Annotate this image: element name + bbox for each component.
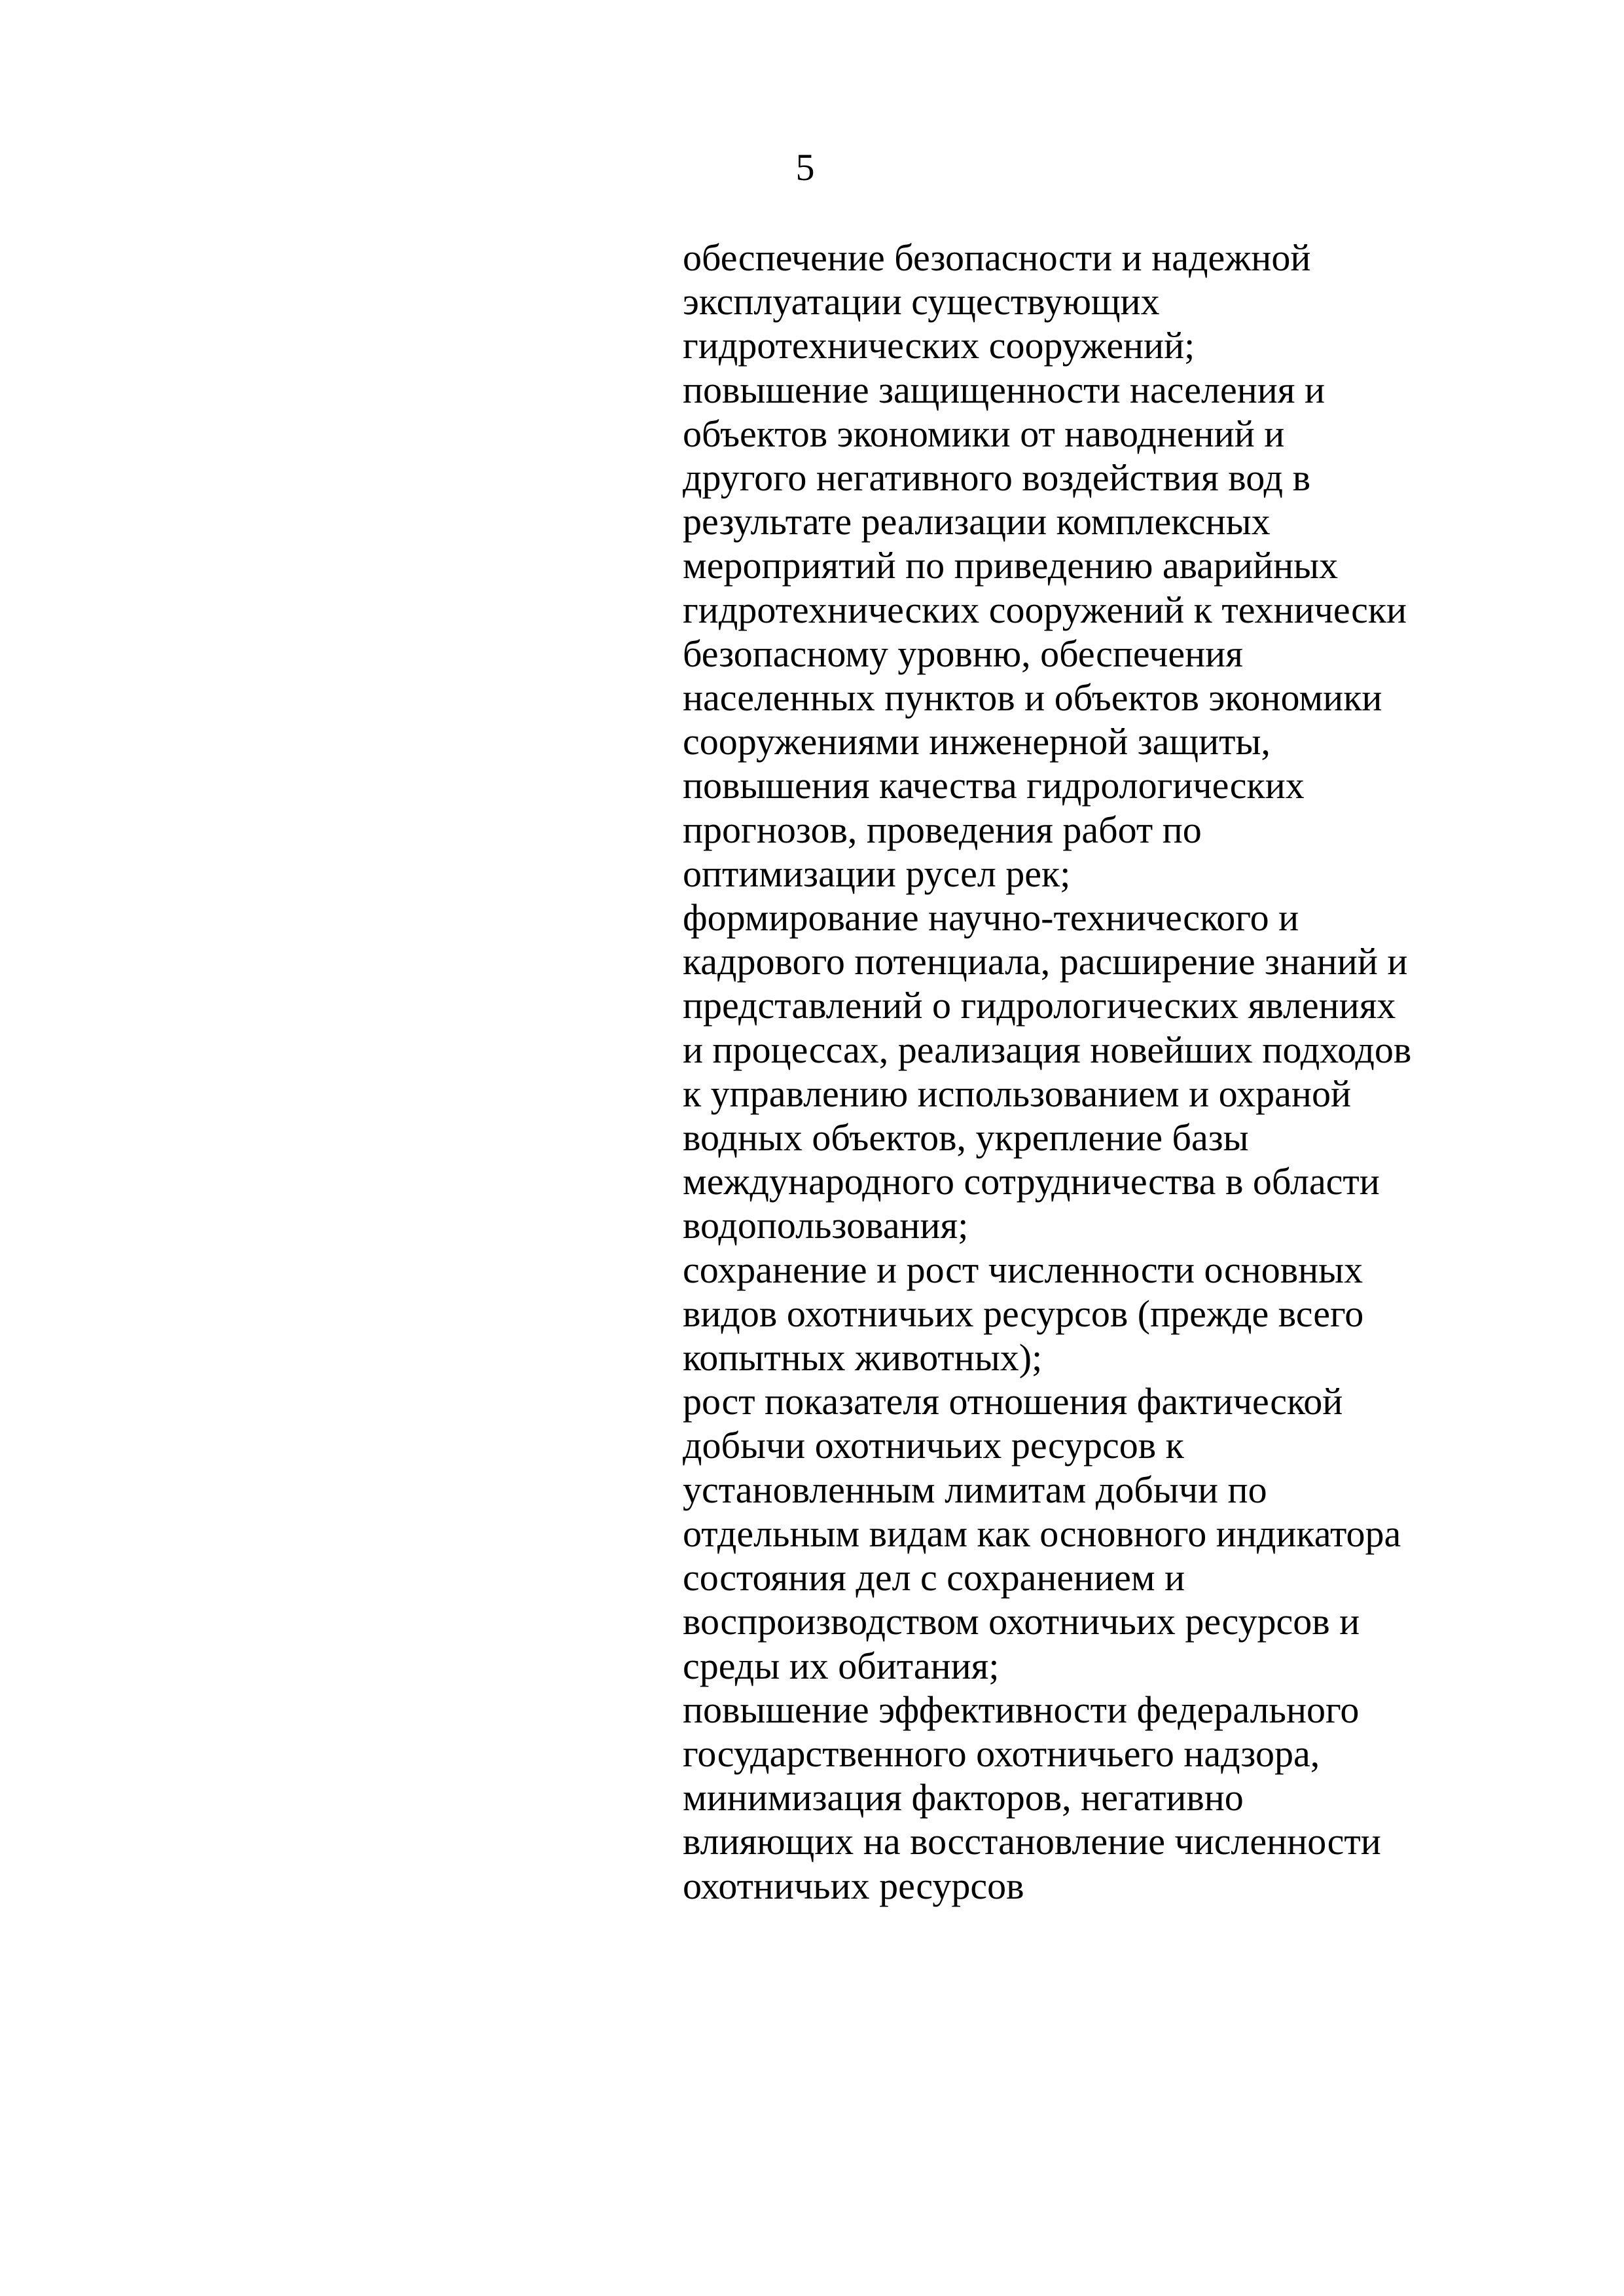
text-line: минимизация факторов, негативно — [683, 1776, 1244, 1819]
text-line: оптимизации русел рек; — [683, 852, 1071, 895]
text-line: мероприятий по приведению аварийных — [683, 544, 1339, 587]
paragraph — [683, 1688, 1534, 1908]
paragraph — [683, 1379, 1534, 1687]
text-line: видов охотничьих ресурсов (прежде всего — [683, 1292, 1364, 1335]
text-line: представлений о гидрологических явлениях — [683, 984, 1396, 1027]
text-line: формирование научно-технического и — [683, 896, 1299, 939]
text-line: повышение защищенности населения и — [683, 368, 1325, 411]
paragraph — [683, 236, 1534, 368]
text-line: результате реализации комплексных — [683, 500, 1271, 543]
text-line: водных объектов, укрепление базы — [683, 1116, 1249, 1159]
text-line: к управлению использованием и охраной — [683, 1072, 1352, 1115]
text-line: состояния дел с сохранением и — [683, 1556, 1185, 1599]
text-line: охотничьих ресурсов — [683, 1864, 1024, 1907]
text-line: копытных животных); — [683, 1336, 1043, 1379]
text-line: воспроизводством охотничьих ресурсов и — [683, 1600, 1360, 1643]
text-line: гидротехнических сооружений; — [683, 324, 1195, 367]
text-line: обеспечение безопасности и надежной — [683, 236, 1311, 279]
text-line: отдельным видам как основного индикатора — [683, 1512, 1401, 1555]
page-number: 5 — [795, 146, 815, 189]
text-line: и процессах, реализация новейших подходов — [683, 1028, 1412, 1071]
text-line: добычи охотничьих ресурсов к — [683, 1424, 1184, 1467]
text-line: объектов экономики от наводнений и — [683, 412, 1285, 455]
text-line: гидротехнических сооружений к технически — [683, 588, 1407, 631]
text-line: международного сотрудничества в области — [683, 1160, 1380, 1203]
text-line: среды их обитания; — [683, 1644, 1000, 1687]
text-line: водопользования; — [683, 1204, 969, 1247]
text-line: повышения качества гидрологических — [683, 764, 1305, 807]
text-line: кадрового потенциала, расширение знаний и — [683, 940, 1408, 983]
text-line: повышение эффективности федерального — [683, 1688, 1360, 1731]
text-line: эксплуатации существующих — [683, 280, 1160, 323]
text-line: другого негативного воздействия вод в — [683, 456, 1310, 500]
text-line: установленным лимитам добычи по — [683, 1468, 1267, 1511]
paragraph — [683, 896, 1534, 1248]
text-line: безопасному уровню, обеспечения — [683, 632, 1243, 675]
text-line: влияющих на восстановление численности — [683, 1820, 1381, 1863]
text-line: сооружениями инженерной защиты, — [683, 720, 1271, 763]
document-body — [683, 236, 1534, 1908]
text-line: сохранение и рост численности основных — [683, 1248, 1363, 1291]
text-line: населенных пунктов и объектов экономики — [683, 676, 1382, 720]
paragraph — [683, 1248, 1534, 1380]
text-line: рост показателя отношения фактической — [683, 1380, 1343, 1423]
text-line: государственного охотничьего надзора, — [683, 1732, 1320, 1775]
text-line: прогнозов, проведения работ по — [683, 808, 1202, 851]
paragraph — [683, 368, 1534, 896]
